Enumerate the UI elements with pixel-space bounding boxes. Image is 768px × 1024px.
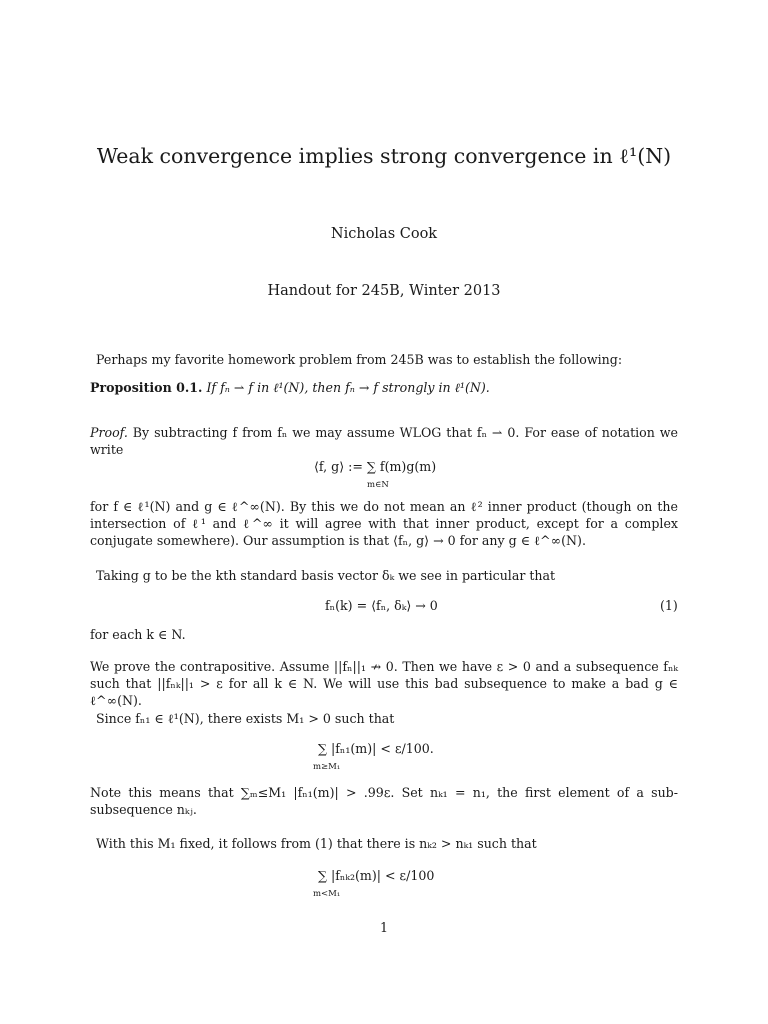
paragraph-contrapositive: We prove the contrapositive. Assume ||fₙ||₁ ↛ 0. Then we have ε > 0 and a subsequence fₙₖ such that ||fₙₖ||₁ > ε for all k ∈ N. We will use this bad subsequence to make a bad g ∈ ℓ^∞(N). — [90, 659, 678, 708]
equation-tail-sum: ∑ |fₙ₁(m)| < ε/100. — [318, 741, 434, 756]
proof-intro — [90, 424, 678, 458]
proof-intro-text: By subtracting f from fₙ we may assume WLOG that fₙ ⇀ 0. For ease of notation we write — [90, 425, 678, 457]
paragraph-since: Since fₙ₁ ∈ ℓ¹(N), there exists M₁ > 0 such that — [96, 711, 395, 726]
author-name: Nicholas Cook — [330, 226, 438, 242]
equation-head-sum: ∑ |fₙₖ₂(m)| < ε/100 — [318, 868, 435, 883]
equation-inner-product — [314, 458, 436, 475]
proof-label: Proof. — [90, 425, 128, 440]
equation-inner-product-text: ⟨f, g⟩ := ∑ f(m)g(m) — [314, 459, 437, 474]
paper-title: Weak convergence implies strong convergence in ℓ¹(N) — [96, 144, 672, 168]
equation-1-number: (1) — [660, 598, 678, 613]
proposition — [90, 379, 490, 396]
proposition-label: Proposition 0.1. — [90, 380, 203, 395]
page-number: 1 — [379, 920, 388, 935]
paragraph-with-m1: With this M₁ fixed, it follows from (1) that there is nₖ₂ > nₖ₁ such that — [96, 836, 537, 851]
paragraph-each-k: for each k ∈ N. — [90, 627, 186, 642]
paragraph-basis-vector: Taking g to be the kth standard basis vector δₖ we see in particular that — [96, 568, 556, 583]
paragraph-ell-infty: for f ∈ ℓ¹(N) and g ∈ ℓ^∞(N). By this we do not mean an ℓ² inner product (though on the intersection of ℓ¹ and ℓ^∞ it will agree with that inner product, except for a complex conjugate somewhere). Our assumption is that ⟨fₙ, g⟩ → 0 for any g ∈ ℓ^∞(N). — [90, 499, 678, 548]
intro-paragraph: Perhaps my favorite homework problem from 245B was to establish the following: — [96, 352, 623, 367]
paragraph-note: Note this means that ∑ₘ≤M₁ |fₙ₁(m)| > .99ε. Set nₖ₁ = n₁, the first element of a sub-subsequence nₖⱼ. — [90, 785, 678, 817]
proposition-statement: If fₙ ⇀ f in ℓ¹(N), then fₙ → f strongly in ℓ¹(N). — [206, 380, 490, 395]
equation-1: fₙ(k) = ⟨fₙ, δₖ⟩ → 0 — [325, 598, 438, 613]
equation-head-sum-limit: m<M₁ — [313, 889, 341, 899]
equation-inner-product-limit: m∈N — [367, 480, 389, 490]
equation-tail-sum-limit: m≥M₁ — [313, 762, 341, 772]
handout-subtitle: Handout for 245B, Winter 2013 — [267, 283, 501, 299]
